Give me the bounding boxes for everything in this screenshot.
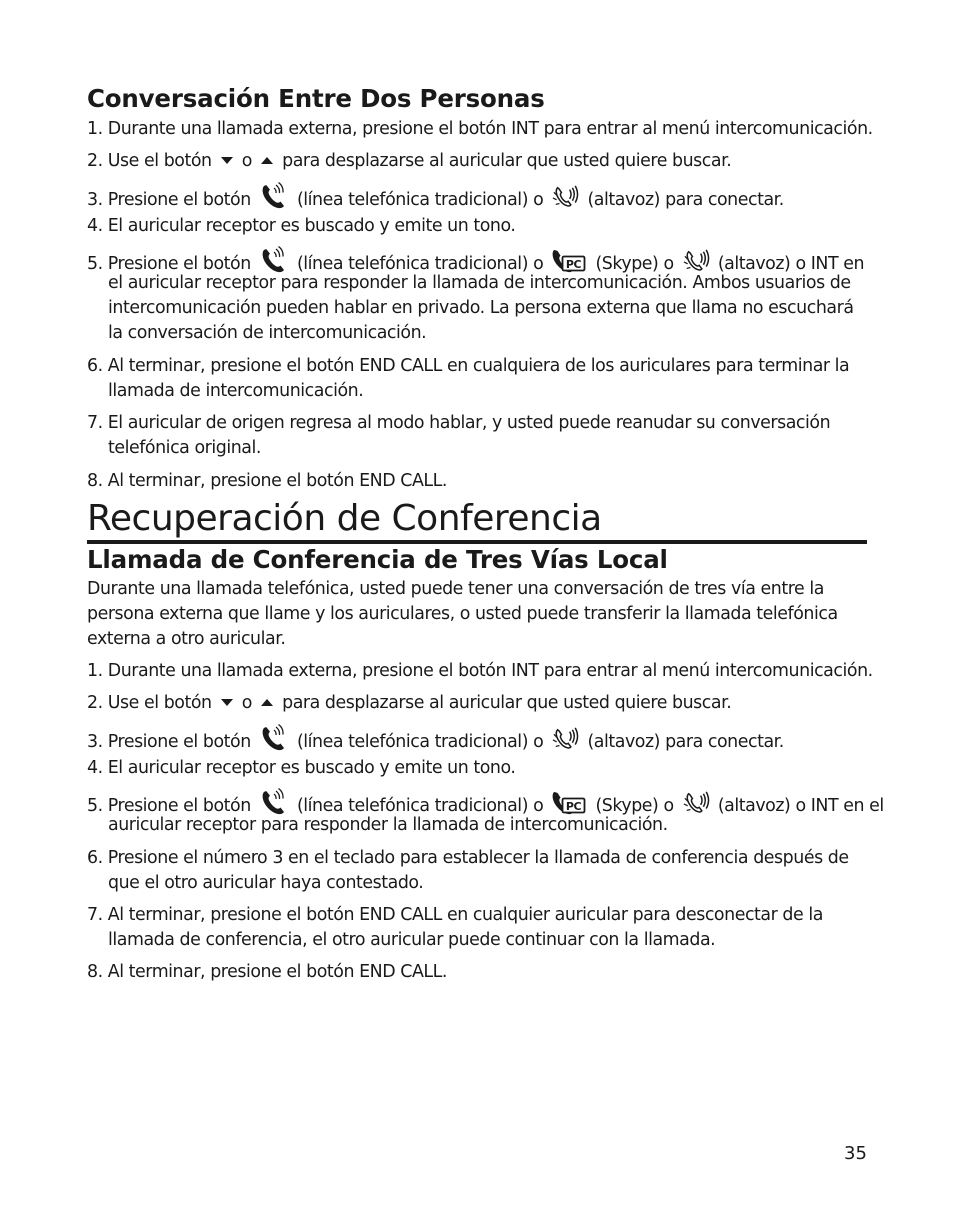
step-1: 1. Durante una llamada externa, presione el botón INT para entrar al menú intercomunicación. [87,119,873,139]
intro-text: Durante una llamada telefónica, usted puede tener una conversación de tres vía entre la [87,579,824,599]
step-2: 2. Use el botón o para desplazarse al auricular que usted quiere buscar. [87,693,732,713]
speakerphone-icon [682,790,710,816]
section-heading-three-way: Llamada de Conferencia de Tres Vías Local [87,545,668,574]
step-6-cont: que el otro auricular haya contestado. [108,873,424,893]
pc-skype-icon [551,246,587,274]
section-heading-two-person: Conversación Entre Dos Personas [87,84,545,113]
step-1: 1. Durante una llamada externa, presione el botón INT para entrar al menú intercomunicación. [87,661,873,681]
pc-skype-icon [551,788,587,816]
step-6: 6. Al terminar, presione el botón END CALL en cualquiera de los auriculares para terminar la [87,356,850,376]
step-6-cont: llamada de intercomunicación. [108,381,364,401]
arrow-down-icon [221,699,233,707]
phone-handset-icon [259,182,289,210]
intro-text: persona externa que llame y los auriculares, o usted puede transferir la llamada telefónica [87,604,838,624]
speakerphone-icon [551,726,579,752]
step-5: 5. Presione el botón (línea telefónica tradicional) o (Skype) o (altavoz) o INT en [87,246,864,277]
phone-handset-icon [259,246,289,274]
step-5-cont: el auricular receptor para responder la llamada de intercomunicación. Ambos usuarios de [108,273,851,293]
phone-handset-icon [259,724,289,752]
arrow-up-icon [261,157,273,165]
step-4: 4. El auricular receptor es buscado y emite un tono. [87,758,516,778]
step-4: 4. El auricular receptor es buscado y emite un tono. [87,216,516,236]
step-2: 2. Use el botón o para desplazarse al auricular que usted quiere buscar. [87,151,732,171]
step-3: 3. Presione el botón (línea telefónica tradicional) o (altavoz) para conectar. [87,182,784,213]
step-8: 8. Al terminar, presione el botón END CALL. [87,962,447,982]
step-7: 7. Al terminar, presione el botón END CALL en cualquier auricular para desconectar de la [87,905,823,925]
speakerphone-icon [551,184,579,210]
phone-handset-icon [259,788,289,816]
page-title: Recuperación de Conferencia [87,498,867,544]
step-5: 5. Presione el botón (línea telefónica tradicional) o (Skype) o (altavoz) o INT en el [87,788,884,819]
arrow-up-icon [261,699,273,707]
arrow-down-icon [221,157,233,165]
page-number: 35 [844,1143,867,1164]
step-8: 8. Al terminar, presione el botón END CALL. [87,471,447,491]
step-5-cont: intercomunicación pueden hablar en privado. La persona externa que llama no escuchará [108,298,854,318]
step-3: 3. Presione el botón (línea telefónica tradicional) o (altavoz) para conectar. [87,724,784,755]
step-7-cont: llamada de conferencia, el otro auricular puede continuar con la llamada. [108,930,716,950]
step-7: 7. El auricular de origen regresa al modo hablar, y usted puede reanudar su conversación [87,413,831,433]
step-5-cont: la conversación de intercomunicación. [108,323,427,343]
intro-text: externa a otro auricular. [87,629,286,649]
step-6: 6. Presione el número 3 en el teclado para establecer la llamada de conferencia después de [87,848,849,868]
step-5-cont: auricular receptor para responder la llamada de intercomunicación. [108,815,668,835]
step-7-cont: telefónica original. [108,438,261,458]
